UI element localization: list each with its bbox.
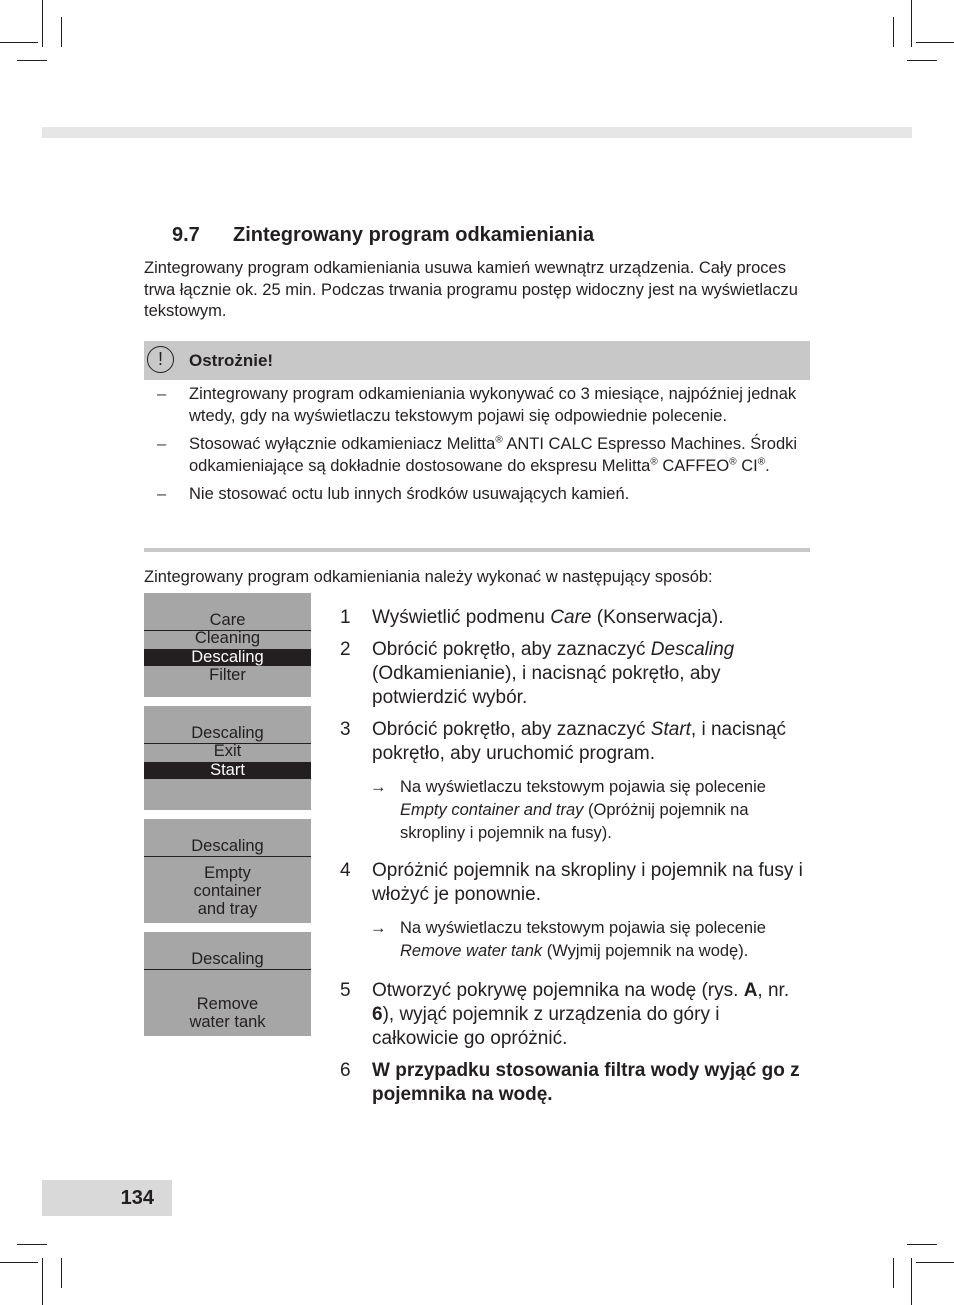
display-screen-descaling-menu — [144, 706, 311, 810]
section-heading: Zintegrowany program odkamieniania — [233, 224, 595, 246]
procedure-steps — [340, 606, 810, 1107]
step-term: Care — [550, 607, 592, 628]
exclamation-circle-icon: ! — [147, 346, 174, 373]
step-text: ), wyjąć pojemnik z urządzenia do góry i całkowicie go opróżnić. — [372, 1004, 720, 1049]
display-title: Descaling — [191, 724, 264, 742]
step-text: , nr. — [757, 980, 790, 1001]
crop-mark — [907, 1244, 937, 1245]
menu-item-filter: Filter — [209, 666, 246, 684]
display-screen-care — [144, 593, 311, 697]
page-number-box — [42, 1180, 172, 1216]
step-text: Otworzyć pokrywę pojemnika na wodę (rys. — [372, 980, 744, 1001]
step-text: , i nacisnąć pokrętło, aby uruchomić program. — [372, 719, 786, 764]
step-number: 6 — [340, 1060, 351, 1081]
step-4-result — [340, 917, 810, 963]
crop-mark — [911, 0, 912, 47]
step-text: Obrócić pokrętło, aby zaznaczyć — [372, 639, 651, 660]
crop-mark — [17, 1244, 47, 1245]
registered-mark: ® — [757, 456, 766, 467]
display-line: water tank — [189, 1013, 266, 1031]
display-title: Descaling — [191, 950, 264, 968]
display-title: Descaling — [191, 837, 264, 855]
display-line: Remove — [196, 995, 259, 1013]
menu-item-start-selected: Start — [144, 762, 311, 779]
display-screen-empty-container — [144, 819, 311, 923]
header-bar — [42, 127, 912, 138]
caution-item — [144, 484, 810, 506]
crop-mark — [17, 60, 47, 61]
display-message — [144, 864, 311, 918]
display-divider — [144, 856, 311, 857]
caution-item — [144, 384, 810, 427]
menu-item-descaling-selected: Descaling — [144, 649, 311, 666]
caution-text: CAFFEO — [657, 456, 730, 475]
crop-mark — [42, 1258, 43, 1305]
step-number: 5 — [340, 980, 351, 1001]
crop-mark — [61, 17, 62, 47]
item-ref: 6 — [372, 1004, 383, 1025]
display-line: container — [193, 882, 262, 900]
caution-text: ANTI CALC Espresso Machines. Środki odkamieniające są dokładnie dostosowane do ekspresu Melitta — [189, 435, 798, 475]
intro-paragraph: Zintegrowany program odkamieniania usuwa kamień wewnątrz urządzenia. Cały proces trwa łącznie ok. 25 min. Podczas trwania programu postęp widoczny jest na wyświetlaczu tekstowym. — [144, 259, 798, 320]
display-message — [144, 995, 311, 1031]
step-term: Start — [650, 719, 691, 740]
display-screen-remove-tank — [144, 932, 311, 1036]
page-number: 134 — [120, 1187, 154, 1209]
display-line: and tray — [197, 900, 258, 918]
step-3 — [340, 718, 810, 766]
crop-mark — [42, 0, 43, 47]
caution-bottom-rule — [144, 548, 810, 552]
step-text: Wyświetlić podmenu — [372, 607, 551, 628]
menu-item-cleaning: Cleaning — [194, 629, 261, 647]
crop-mark — [0, 1262, 38, 1263]
step-text: (Konserwacja). — [591, 607, 724, 628]
caution-item — [144, 434, 810, 477]
step-4 — [340, 859, 810, 907]
crop-mark — [916, 1262, 954, 1263]
result-text: (Opróżnij pojemnik na skropliny i pojemnik na fusy). — [400, 801, 749, 842]
step-1 — [340, 606, 810, 630]
result-text: (Wyjmij pojemnik na wodę). — [542, 942, 749, 960]
crop-mark — [893, 17, 894, 47]
arrow-right-icon: → — [370, 919, 387, 937]
caution-text: CI — [736, 456, 758, 475]
step-number: 1 — [340, 607, 351, 628]
figure-ref: A — [743, 980, 758, 1001]
display-divider — [144, 969, 311, 970]
step-term: Descaling — [650, 639, 735, 660]
crop-mark — [916, 42, 954, 43]
dash-bullet: – — [157, 385, 167, 403]
display-title: Care — [209, 611, 246, 629]
step-2 — [340, 638, 810, 710]
result-term: Empty container and tray — [400, 801, 584, 819]
caution-text: . — [765, 456, 770, 475]
result-text: Na wyświetlaczu tekstowym pojawia się polecenie — [400, 919, 766, 937]
arrow-right-icon: → — [370, 778, 387, 796]
step-6 — [340, 1059, 810, 1107]
crop-mark — [911, 1258, 912, 1305]
dash-bullet: – — [157, 435, 167, 453]
step-text: (Odkamienianie), i nacisnąć pokrętło, aby potwierdzić wybór. — [372, 663, 721, 708]
step-5 — [340, 979, 810, 1051]
crop-mark — [0, 42, 38, 43]
caution-header — [144, 341, 810, 380]
step-number: 2 — [340, 639, 351, 660]
step-number: 4 — [340, 860, 351, 881]
step-text: Obrócić pokrętło, aby zaznaczyć — [372, 719, 651, 740]
section-number: 9.7 — [172, 224, 200, 246]
registered-mark: ® — [729, 456, 737, 467]
step-number: 3 — [340, 719, 351, 740]
caution-text: Nie stosować octu lub innych środków usuwających kamień. — [189, 485, 630, 503]
caution-text: Zintegrowany program odkamieniania wykonywać co 3 miesiące, najpóźniej jednak wtedy, gdy na wyświetlaczu tekstowym pojawi się odpowiednie polecenie. — [189, 385, 797, 425]
step-text: Opróżnić pojemnik na skropliny i pojemnik na fusy i włożyć je ponownie. — [372, 860, 803, 905]
display-line: Empty — [204, 864, 251, 882]
registered-mark: ® — [495, 434, 503, 446]
procedure-intro: Zintegrowany program odkamieniania należy wykonać w następujący sposób: — [144, 568, 713, 586]
result-text: Na wyświetlaczu tekstowym pojawia się polecenie — [400, 778, 766, 796]
crop-mark — [893, 1258, 894, 1288]
registered-mark: ® — [650, 456, 658, 467]
caution-list — [144, 384, 810, 513]
caution-text: Stosować wyłącznie odkamieniacz Melitta — [189, 435, 496, 453]
step-text-bold: W przypadku stosowania filtra wody wyjąć go z pojemnika na wodę. — [372, 1060, 800, 1105]
crop-mark — [907, 60, 937, 61]
result-term: Remove water tank — [400, 942, 543, 960]
section-title — [172, 224, 594, 247]
step-3-result — [340, 776, 810, 845]
menu-item-exit: Exit — [213, 742, 242, 760]
crop-mark — [61, 1258, 62, 1288]
dash-bullet: – — [157, 485, 167, 503]
caution-title: Ostrożnie! — [189, 351, 274, 370]
